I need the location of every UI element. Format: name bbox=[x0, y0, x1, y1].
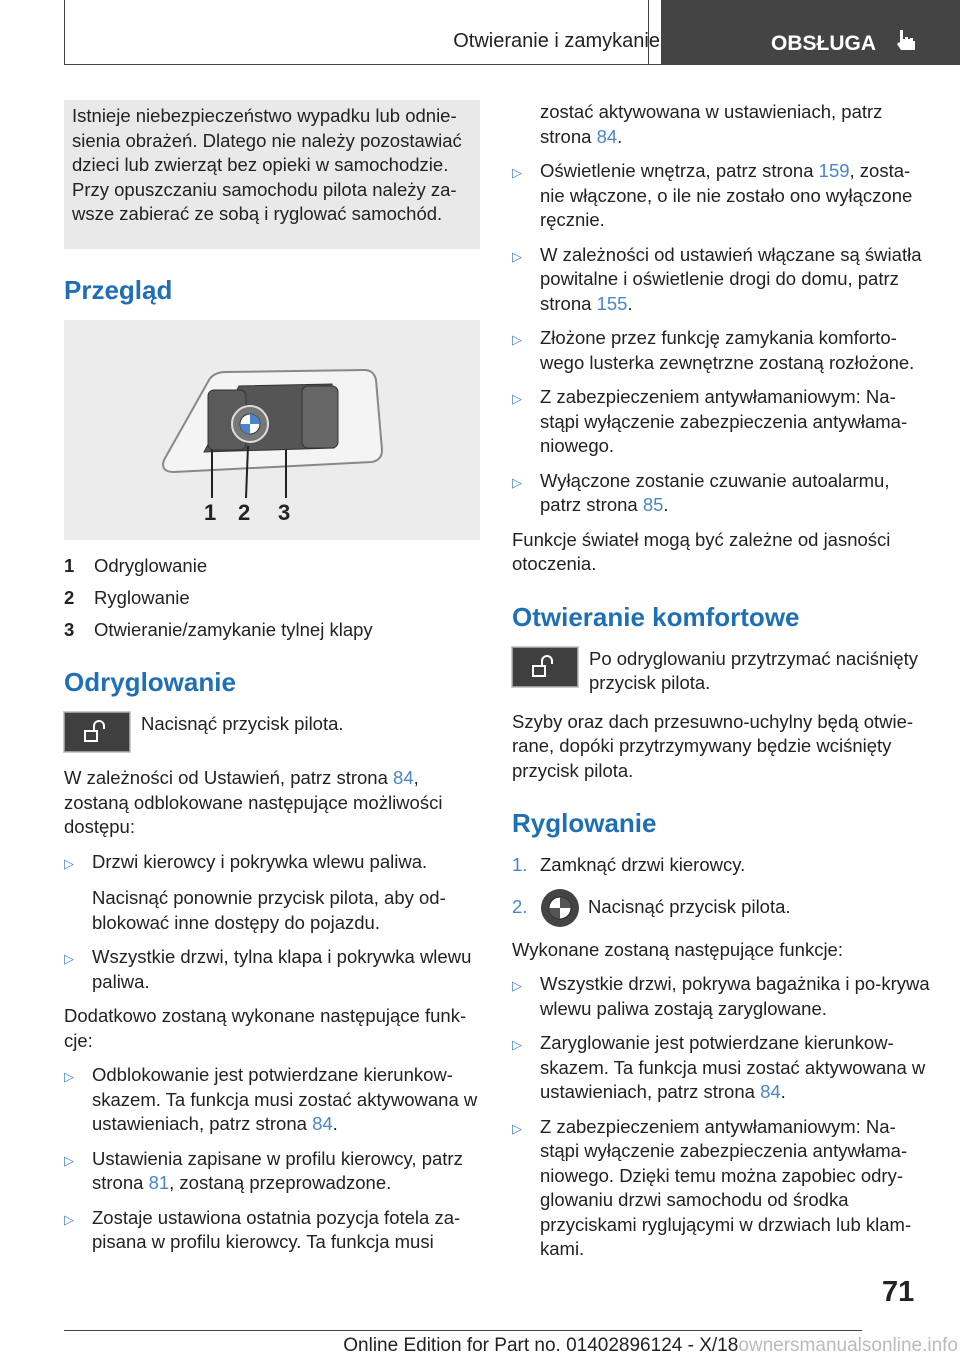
list-item-text: Z zabezpieczeniem antywłamaniowym: Na-stąpi wyłączenie zabezpieczenia antywłama-niowego. bbox=[540, 386, 908, 456]
triangle-bullet-icon: ▷ bbox=[512, 978, 522, 993]
list-item-text: Zostaje ustawiona ostatnia pozycja fotela za-pisana w profilu kierowcy. Ta funkcja musi bbox=[92, 1206, 461, 1252]
callout-3: 3 bbox=[278, 499, 291, 525]
triangle-bullet-icon: ▷ bbox=[512, 1120, 522, 1136]
key-fob-illustration bbox=[64, 320, 480, 540]
text: Wyłączone zostanie czuwanie autoalarmu, patrz strona bbox=[540, 469, 890, 515]
page-link[interactable]: 81 bbox=[148, 1172, 170, 1193]
footer-watermark: ownersmanualsonline.info bbox=[738, 1335, 958, 1356]
key-fob-icon bbox=[64, 320, 480, 540]
triangle-bullet-icon: ▷ bbox=[512, 1037, 522, 1052]
text: Ustawienia zapisane w profilu kierowcy, patrz strona bbox=[92, 1147, 463, 1193]
footer-edition: Online Edition for Part no. 01402896124 - X/18 bbox=[343, 1335, 739, 1356]
step-number: 2. bbox=[512, 896, 528, 918]
overview-heading: Przegląd bbox=[64, 274, 173, 305]
text: . bbox=[780, 1081, 786, 1102]
page-link[interactable]: 84 bbox=[596, 125, 618, 147]
list-item bbox=[64, 1147, 480, 1196]
warning-box bbox=[64, 100, 480, 249]
list-item-text: Wszystkie drzwi, pokrywa bagażnika i po-krywa wlewu paliwa zostają zaryglowane. bbox=[540, 973, 930, 1019]
list-item-text bbox=[540, 159, 930, 233]
text: zostać aktywowana w ustawieniach, patrz strona bbox=[540, 101, 883, 147]
step-item bbox=[512, 888, 930, 928]
left-column bbox=[64, 100, 480, 1265]
text: , zostaną odblokowane następujące możliwości dostępu: bbox=[64, 767, 443, 837]
triangle-bullet-icon: ▷ bbox=[64, 951, 74, 966]
triangle-bullet-icon: ▷ bbox=[64, 1069, 74, 1084]
unlock-paragraph bbox=[64, 766, 480, 840]
triangle-bullet-icon: ▷ bbox=[512, 474, 522, 490]
step-text: Zamknąć drzwi kierowcy. bbox=[540, 854, 746, 875]
page-link[interactable]: 84 bbox=[393, 767, 414, 788]
header-section-title: Otwieranie i zamykanie bbox=[453, 30, 660, 52]
page-link[interactable]: 159 bbox=[818, 160, 850, 181]
page-link[interactable]: 84 bbox=[312, 1113, 333, 1134]
list-item-text: Wszystkie drzwi, tylna klapa i pokrywka wlewu paliwa. bbox=[92, 946, 472, 992]
triangle-bullet-icon: ▷ bbox=[512, 391, 522, 406]
page-link[interactable]: 84 bbox=[760, 1081, 781, 1102]
text: Odblokowanie jest potwierdzane kierunkow-skazem. Ta funkcja musi zostać aktywowana w ustawieniach, patrz strona bbox=[92, 1064, 478, 1134]
lock-heading: Ryglowanie bbox=[512, 808, 657, 838]
header-chapter-label: OBSŁUGA bbox=[771, 32, 876, 55]
lights-paragraph: Funkcje świateł mogą być zależne od jasności otoczenia. bbox=[512, 528, 891, 574]
page-number: 71 bbox=[882, 1276, 915, 1308]
legend-number: 3 bbox=[64, 618, 75, 640]
step-number: 1. bbox=[512, 854, 528, 875]
comfort-paragraph: Szyby oraz dach przesuwno-uchylny będą otwie-rane, dopóki przytrzymywany będzie wciśnięty przycisk pilota. bbox=[512, 710, 914, 781]
list-item-text bbox=[92, 1063, 480, 1137]
triangle-bullet-icon: ▷ bbox=[64, 855, 74, 871]
unlock-button-icon bbox=[64, 712, 130, 752]
callout-2: 2 bbox=[238, 499, 251, 525]
comfort-instruction bbox=[512, 647, 930, 696]
triangle-bullet-icon: ▷ bbox=[512, 248, 522, 264]
list-item bbox=[512, 326, 930, 375]
hand-pointer-icon bbox=[895, 28, 917, 52]
legend-text: Odryglowanie bbox=[94, 554, 208, 576]
list-item bbox=[512, 385, 930, 459]
text: . bbox=[617, 125, 623, 147]
unlock-button-icon bbox=[512, 647, 578, 687]
list-item bbox=[512, 972, 930, 1021]
text: W zależności od Ustawień, patrz strona bbox=[64, 767, 394, 788]
unlock-instruction-text: Nacisnąć przycisk pilota. bbox=[141, 713, 344, 734]
page-link[interactable]: 85 bbox=[642, 494, 664, 515]
bmw-logo-button-icon bbox=[540, 888, 580, 928]
triangle-bullet-icon: ▷ bbox=[512, 332, 522, 347]
header-chapter bbox=[661, 0, 960, 64]
text: Zaryglowanie jest potwierdzane kierunkow-skazem. Ta funkcja musi zostać aktywowana w ustawieniach, patrz strona bbox=[540, 1032, 926, 1102]
comfort-heading: Otwieranie komfortowe bbox=[512, 601, 800, 632]
triangle-bullet-icon: ▷ bbox=[64, 1152, 74, 1168]
list-item bbox=[512, 243, 930, 317]
text: , zostaną przeprowadzone. bbox=[169, 1172, 392, 1193]
list-item bbox=[64, 945, 480, 994]
text: . bbox=[627, 292, 633, 314]
text: W zależności od ustawień włączane są światła powitalne i oświetlenie drogi do domu, patrz strona bbox=[540, 243, 922, 314]
list-item-text bbox=[540, 243, 930, 317]
step-text: Nacisnąć przycisk pilota. bbox=[588, 896, 791, 918]
text: , zosta-nie włączone, o ile nie zostało ono wyłączone ręcznie. bbox=[540, 160, 913, 230]
step-item bbox=[512, 853, 930, 878]
list-item-text: Drzwi kierowcy i pokrywka wlewu paliwa. bbox=[92, 850, 428, 872]
right-column bbox=[512, 100, 930, 1272]
list-item-text bbox=[540, 469, 930, 518]
list-item bbox=[64, 1063, 480, 1137]
page-link[interactable]: 155 bbox=[596, 292, 628, 314]
unlock-paragraph-2: Dodatkowo zostaną wykonane następujące funk-cje: bbox=[64, 1005, 467, 1051]
header-rule bbox=[64, 64, 960, 65]
list-item-text bbox=[92, 1147, 480, 1196]
list-item-text: Z zabezpieczeniem antywłamaniowym: Na-stąpi wyłączenie zabezpieczenia antywłama-niowego. Dzięki temu można zapobiec odry-glowaniu drzwi samochodu od środka przyciskami ryglującymi w drzwiach lub klam-kami. bbox=[540, 1115, 912, 1259]
footer bbox=[343, 1335, 958, 1357]
callout-1: 1 bbox=[204, 499, 217, 525]
list-item bbox=[64, 850, 480, 877]
list-item-text bbox=[540, 1031, 930, 1105]
comfort-instruction-text: Po odryglowaniu przytrzymać naciśnięty przycisk pilota. bbox=[589, 647, 919, 693]
list-item bbox=[512, 1031, 930, 1105]
list-item bbox=[512, 1115, 930, 1262]
lock-paragraph: Wykonane zostaną następujące funkcje: bbox=[512, 938, 843, 960]
list-item-continuation bbox=[512, 100, 930, 149]
list-item bbox=[64, 1206, 480, 1255]
legend-number: 2 bbox=[64, 586, 75, 608]
legend-item bbox=[64, 586, 480, 611]
text: . bbox=[663, 494, 669, 515]
legend-item bbox=[64, 554, 480, 579]
list-item-text: Złożone przez funkcję zamykania komforto-wego lusterka zewnętrzne zostaną rozłożone. bbox=[540, 327, 915, 373]
legend-text: Ryglowanie bbox=[94, 586, 190, 608]
legend-item bbox=[64, 618, 480, 643]
footer-rule bbox=[64, 1330, 862, 1331]
unlock-heading: Odryglowanie bbox=[64, 667, 236, 697]
list-item bbox=[512, 469, 930, 518]
list-item bbox=[512, 159, 930, 233]
unlock-instruction bbox=[64, 712, 480, 752]
warning-text: Istnieje niebezpieczeństwo wypadku lub odnie-sienia obrażeń. Dlatego nie należy pozostawiać dzieci lub zwierząt bez opieki w samochodzie. Przy opuszczaniu samochodu pilota należy za-wsze zabierać ze sobą i ryglować samochód. bbox=[72, 105, 462, 224]
text: . bbox=[332, 1113, 338, 1134]
legend-number: 1 bbox=[64, 554, 75, 576]
legend-text: Otwieranie/zamykanie tylnej klapy bbox=[94, 618, 373, 640]
triangle-bullet-icon: ▷ bbox=[512, 165, 522, 180]
text: Oświetlenie wnętrza, patrz strona bbox=[540, 160, 819, 181]
triangle-bullet-icon: ▷ bbox=[64, 1211, 74, 1227]
list-item-subtext: Nacisnąć ponownie przycisk pilota, aby od-blokować inne dostępy do pojazdu. bbox=[92, 887, 446, 933]
